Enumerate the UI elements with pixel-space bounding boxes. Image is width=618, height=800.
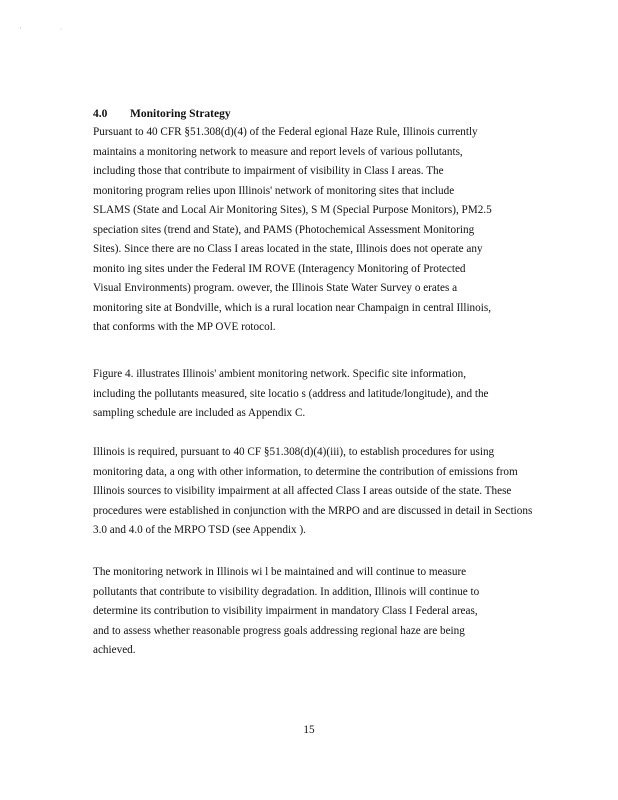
text-line: monito ing sites under the Federal IM ROVE (Interagency Monitoring of Protected bbox=[93, 262, 466, 275]
section-number: 4.0 bbox=[93, 108, 108, 120]
section-title: Monitoring Strategy bbox=[130, 108, 231, 120]
text-line: The monitoring network in Illinois wi l be maintained and will continue to measure bbox=[93, 566, 467, 578]
text-line: and to assess whether reasonable progress goals addressing regional haze are being bbox=[93, 624, 465, 637]
text-line: Sites). Since there are no Class I areas located in the state, Illinois does not operate any bbox=[93, 243, 483, 255]
section-heading bbox=[93, 108, 231, 120]
corner-mark: ' bbox=[20, 27, 22, 33]
text-line: SLAMS (State and Local Air Monitoring Sites), S M (Special Purpose Monitors), PM2.5 bbox=[93, 204, 492, 216]
text-line: Pursuant to 40 CFR §51.308(d)(4) of the Federal egional Haze Rule, Illinois currently bbox=[93, 126, 478, 138]
paragraph-monitoring-network bbox=[93, 123, 563, 338]
text-line: procedures were established in conjunction with the MRPO and are discussed in detail in Sections bbox=[93, 504, 533, 517]
text-line: Illinois is required, pursuant to 40 CF §51.308(d)(4)(iii), to establish procedures for using bbox=[93, 446, 495, 458]
text-line: 3.0 and 4.0 of the MRPO TSD (see Appendix ). bbox=[93, 524, 306, 536]
corner-mark: · bbox=[60, 27, 62, 33]
text-line: achieved. bbox=[93, 644, 136, 656]
text-line: including the pollutants measured, site locatio s (address and latitude/longitude), and the bbox=[93, 387, 489, 400]
text-line: determine its contribution to visibility impairment in mandatory Class I Federal areas, bbox=[93, 605, 478, 617]
page-number: 15 bbox=[303, 724, 315, 736]
text-line: Figure 4. illustrates Illinois' ambient monitoring network. Specific site information, bbox=[93, 368, 467, 380]
text-line: Illinois sources to visibility impairment at all affected Class I areas outside of the state. These bbox=[93, 485, 512, 497]
text-line: that conforms with the MP OVE rotocol. bbox=[93, 321, 276, 333]
text-line: speciation sites (trend and State), and PAMS (Photochemical Assessment Monitoring bbox=[93, 223, 475, 236]
text-line: including those that contribute to impairment of visibility in Class I areas. The bbox=[93, 165, 444, 177]
text-line: monitoring data, a ong with other information, to determine the contribution of emissions from bbox=[93, 465, 518, 478]
paragraph-figure-reference bbox=[93, 365, 563, 424]
text-line: monitoring program relies upon Illinois' network of monitoring sites that include bbox=[93, 184, 455, 197]
text-line: pollutants that contribute to visibility degradation. In addition, Illinois will continue to bbox=[93, 585, 480, 598]
text-line: Visual Environments) program. owever, the Illinois State Water Survey o erates a bbox=[93, 282, 458, 294]
paragraph-maintenance bbox=[93, 563, 563, 661]
paragraph-procedures bbox=[93, 443, 563, 541]
text-line: maintains a monitoring network to measure and report levels of various pollutants, bbox=[93, 145, 463, 158]
text-line: sampling schedule are included as Appendix C. bbox=[93, 407, 306, 419]
text-line: monitoring site at Bondville, which is a rural location near Champaign in central Illinois, bbox=[93, 301, 491, 314]
